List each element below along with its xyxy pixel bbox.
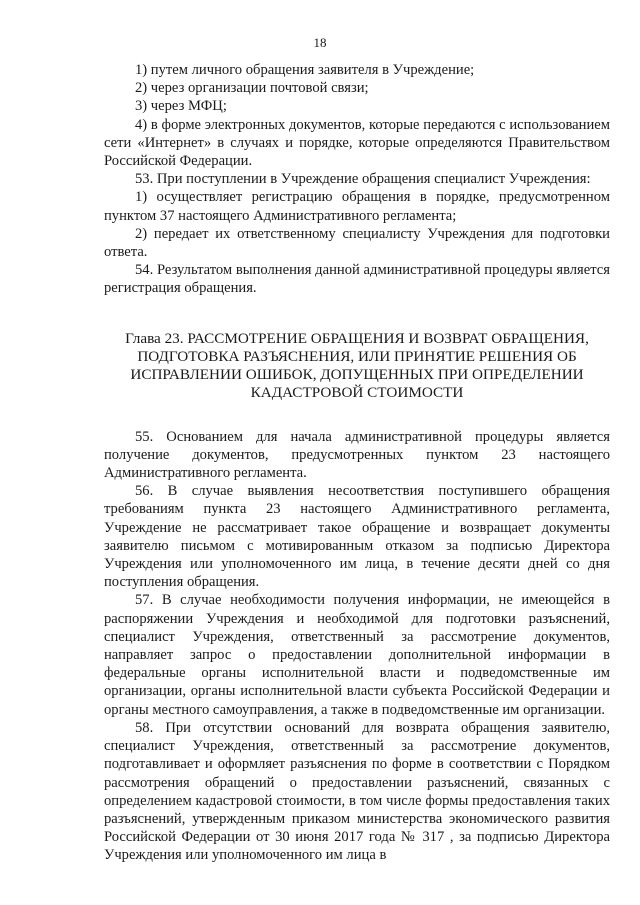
chapter-heading-line: Глава 23. РАССМОТРЕНИЕ ОБРАЩЕНИЯ И ВОЗВРАТ ОБРАЩЕНИЯ, bbox=[125, 329, 589, 347]
chapter-heading bbox=[104, 330, 610, 402]
chapter-heading-line: ИСПРАВЛЕНИИ ОШИБОК, ДОПУЩЕННЫХ ПРИ ОПРЕДЕЛЕНИИ bbox=[130, 365, 584, 383]
list-item-personal: 1) путем личного обращения заявителя в Учреждение; bbox=[135, 62, 475, 78]
paragraph-53-item-2: 2) передает их ответственному специалисту Учреждения для подготовки ответа. bbox=[104, 225, 610, 261]
list-item-electronic: 4) в форме электронных документов, которые передаются с использованием сети «Интернет» в случаях и порядке, которые определяются Правительством Российской Федерации. bbox=[104, 116, 610, 170]
list-item-post: 2) через организации почтовой связи; bbox=[135, 80, 369, 97]
page-number: 18 bbox=[313, 35, 327, 50]
paragraph-54: 54. Результатом выполнения данной административной процедуры является регистрация обращения. bbox=[104, 262, 610, 297]
paragraph-57: 57. В случае необходимости получения информации, не имеющейся в распоряжении Учреждения и необходимой для подготовки разъяснений, специалист Учреждения, ответственный за рассмотрение документов, направляет запрос о предоставлении дополнительной информации в федеральные органы исполнительной власти и подведомственные им организации, органы исполнительной власти субъекта Российской Федерации и органы местного самоуправления, а также в подведомственные им организации. bbox=[104, 592, 610, 718]
chapter-heading-line: КАДАСТРОВОЙ СТОИМОСТИ bbox=[250, 383, 464, 401]
list-item-mfc: 3) через МФЦ; bbox=[135, 98, 227, 115]
paragraph-56: 56. В случае выявления несоответствия поступившего обращения требованиям пункта 23 настоящего Административного регламента, Учреждение не рассматривает такое обращение и возвращает документы заявителю письмом с мотивированным отказом за подписью Директора Учреждения или уполномоченного им лица, в течение десяти дней со дня поступления обращения. bbox=[104, 483, 610, 591]
chapter-heading-line: ПОДГОТОВКА РАЗЪЯСНЕНИЯ, ИЛИ ПРИНЯТИЕ РЕШЕНИЯ ОБ bbox=[137, 347, 577, 365]
paragraph-58: 58. При отсутствии оснований для возврата обращения заявителю, специалист Учреждения, ответственный за рассмотрение документов, подготавливает и оформляет разъяснения по форме в соответствии с Порядком рассмотрения обращений о предоставлении разъяснений, связанных с определением кадастровой стоимости, в том числе формы предоставления таких разъяснений, утвержденным приказом министерства экономического развития Российской Федерации от 30 июня 2017 года № 317 , за подписью Директора Учреждения или уполномоченного им лица в bbox=[104, 719, 610, 864]
paragraph-55: 55. Основанием для начала административной процедуры является получение документов, предусмотренных пунктом 23 настоящего Административного регламента. bbox=[104, 428, 610, 482]
page-body bbox=[104, 61, 610, 865]
paragraph-53: 53. При поступлении в Учреждение обращения специалист Учреждения: bbox=[135, 171, 591, 188]
paragraph-53-item-1: 1) осуществляет регистрацию обращения в порядке, предусмотренном пунктом 37 настоящего Административного регламента; bbox=[104, 189, 610, 224]
